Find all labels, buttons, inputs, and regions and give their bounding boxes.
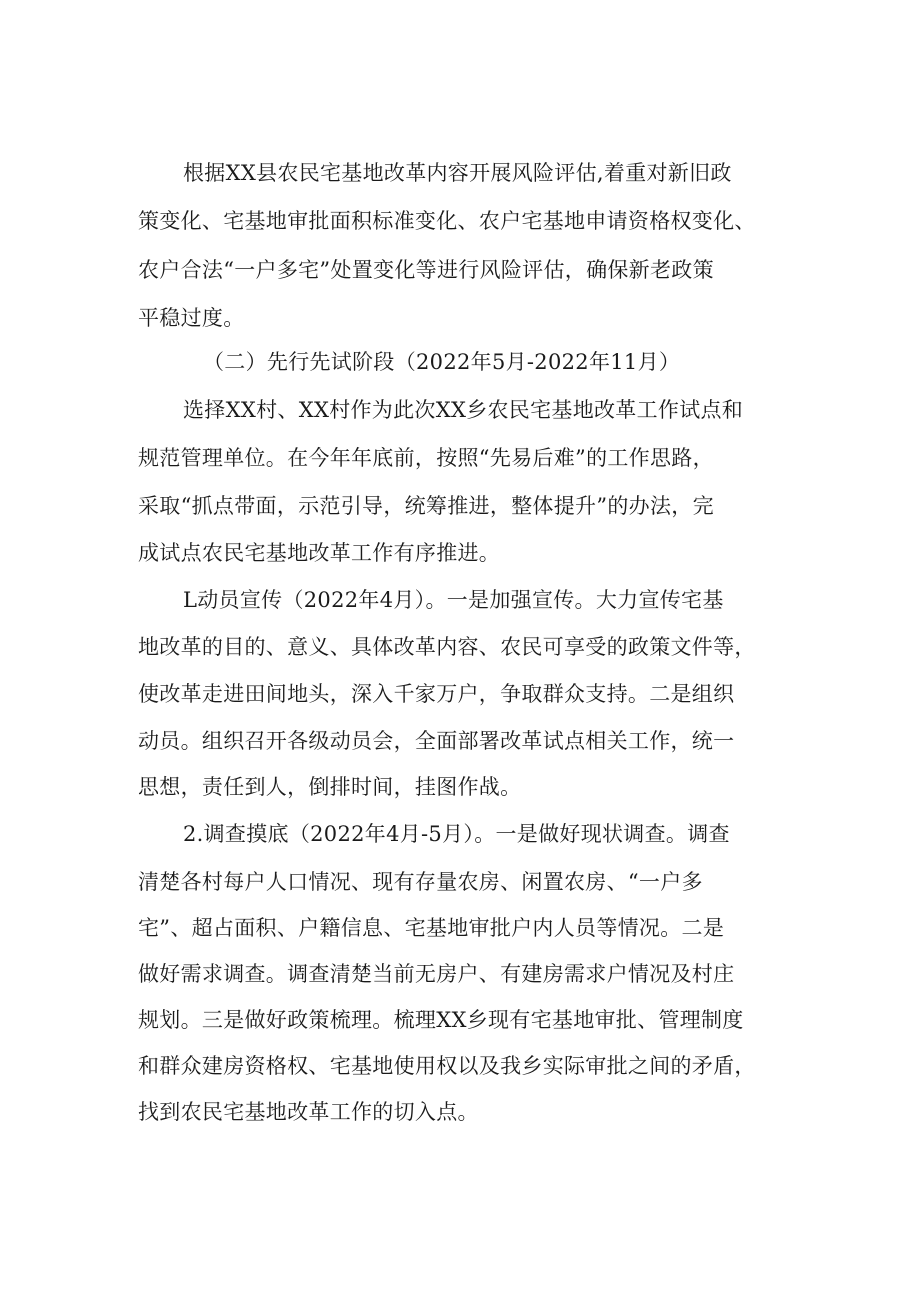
text-line: 采取“抓点带面，示范引导，统筹推进，整体提升”的办法，完 [138, 494, 714, 518]
text-line: 使改革走进田间地头，深入千家万户，争取群众支持。二是组织 [138, 682, 735, 706]
text-line: 和群众建房资格权、宅基地使用权以及我乡实际审批之间的矛盾， [138, 1054, 756, 1078]
text-line: 思想，责任到人，倒排时间，挂图作战。 [138, 775, 522, 799]
text-line: 规范管理单位。在今年年底前，按照“先易后难”的工作思路， [138, 446, 714, 470]
text-line: 农户合法“一户多宅”处置变化等进行风险评估，确保新老政策 [138, 258, 714, 282]
text-line: 找到农民宅基地改革工作的切入点。 [138, 1100, 479, 1124]
text-line: 根据XX县农民宅基地改革内容开展风险评估,着重对新旧政 [183, 161, 732, 185]
text-line: 做好需求调查。调查清楚当前无房户、有建房需求户情况及村庄 [138, 962, 735, 986]
text-line: 规划。三是做好政策梳理。梳理XX乡现有宅基地审批、管理制度 [138, 1008, 744, 1032]
text-line: 选择XX村、XX村作为此次XX乡农民宅基地改革工作试点和 [183, 398, 744, 422]
text-line: 平稳过度。 [138, 306, 245, 330]
text-line: 2.调查摸底（2022年4月-5月）。一是做好现状调查。调查 [183, 822, 730, 846]
text-line: 清楚各村每户人口情况、现有存量农房、闲置农房、“一户多 [138, 870, 703, 894]
section-heading: （二）先行先试阶段（2022年5月-2022年11月） [203, 350, 681, 374]
text-line: 宅”、超占面积、户籍信息、宅基地审批户内人员等情况。二是 [138, 916, 725, 940]
text-line: 成试点农民宅基地改革工作有序推进。 [138, 541, 501, 565]
text-line: 地改革的目的、意义、具体改革内容、农民可享受的政策文件等， [138, 635, 756, 659]
text-line: 策变化、宅基地审批面积标准变化、农户宅基地申请资格权变化、 [138, 209, 756, 233]
text-line: L动员宣传（2022年4月）。一是加强宣传。大力宣传宅基 [183, 588, 724, 612]
text-line: 动员。组织召开各级动员会，全面部署改革试点相关工作，统一 [138, 729, 735, 753]
